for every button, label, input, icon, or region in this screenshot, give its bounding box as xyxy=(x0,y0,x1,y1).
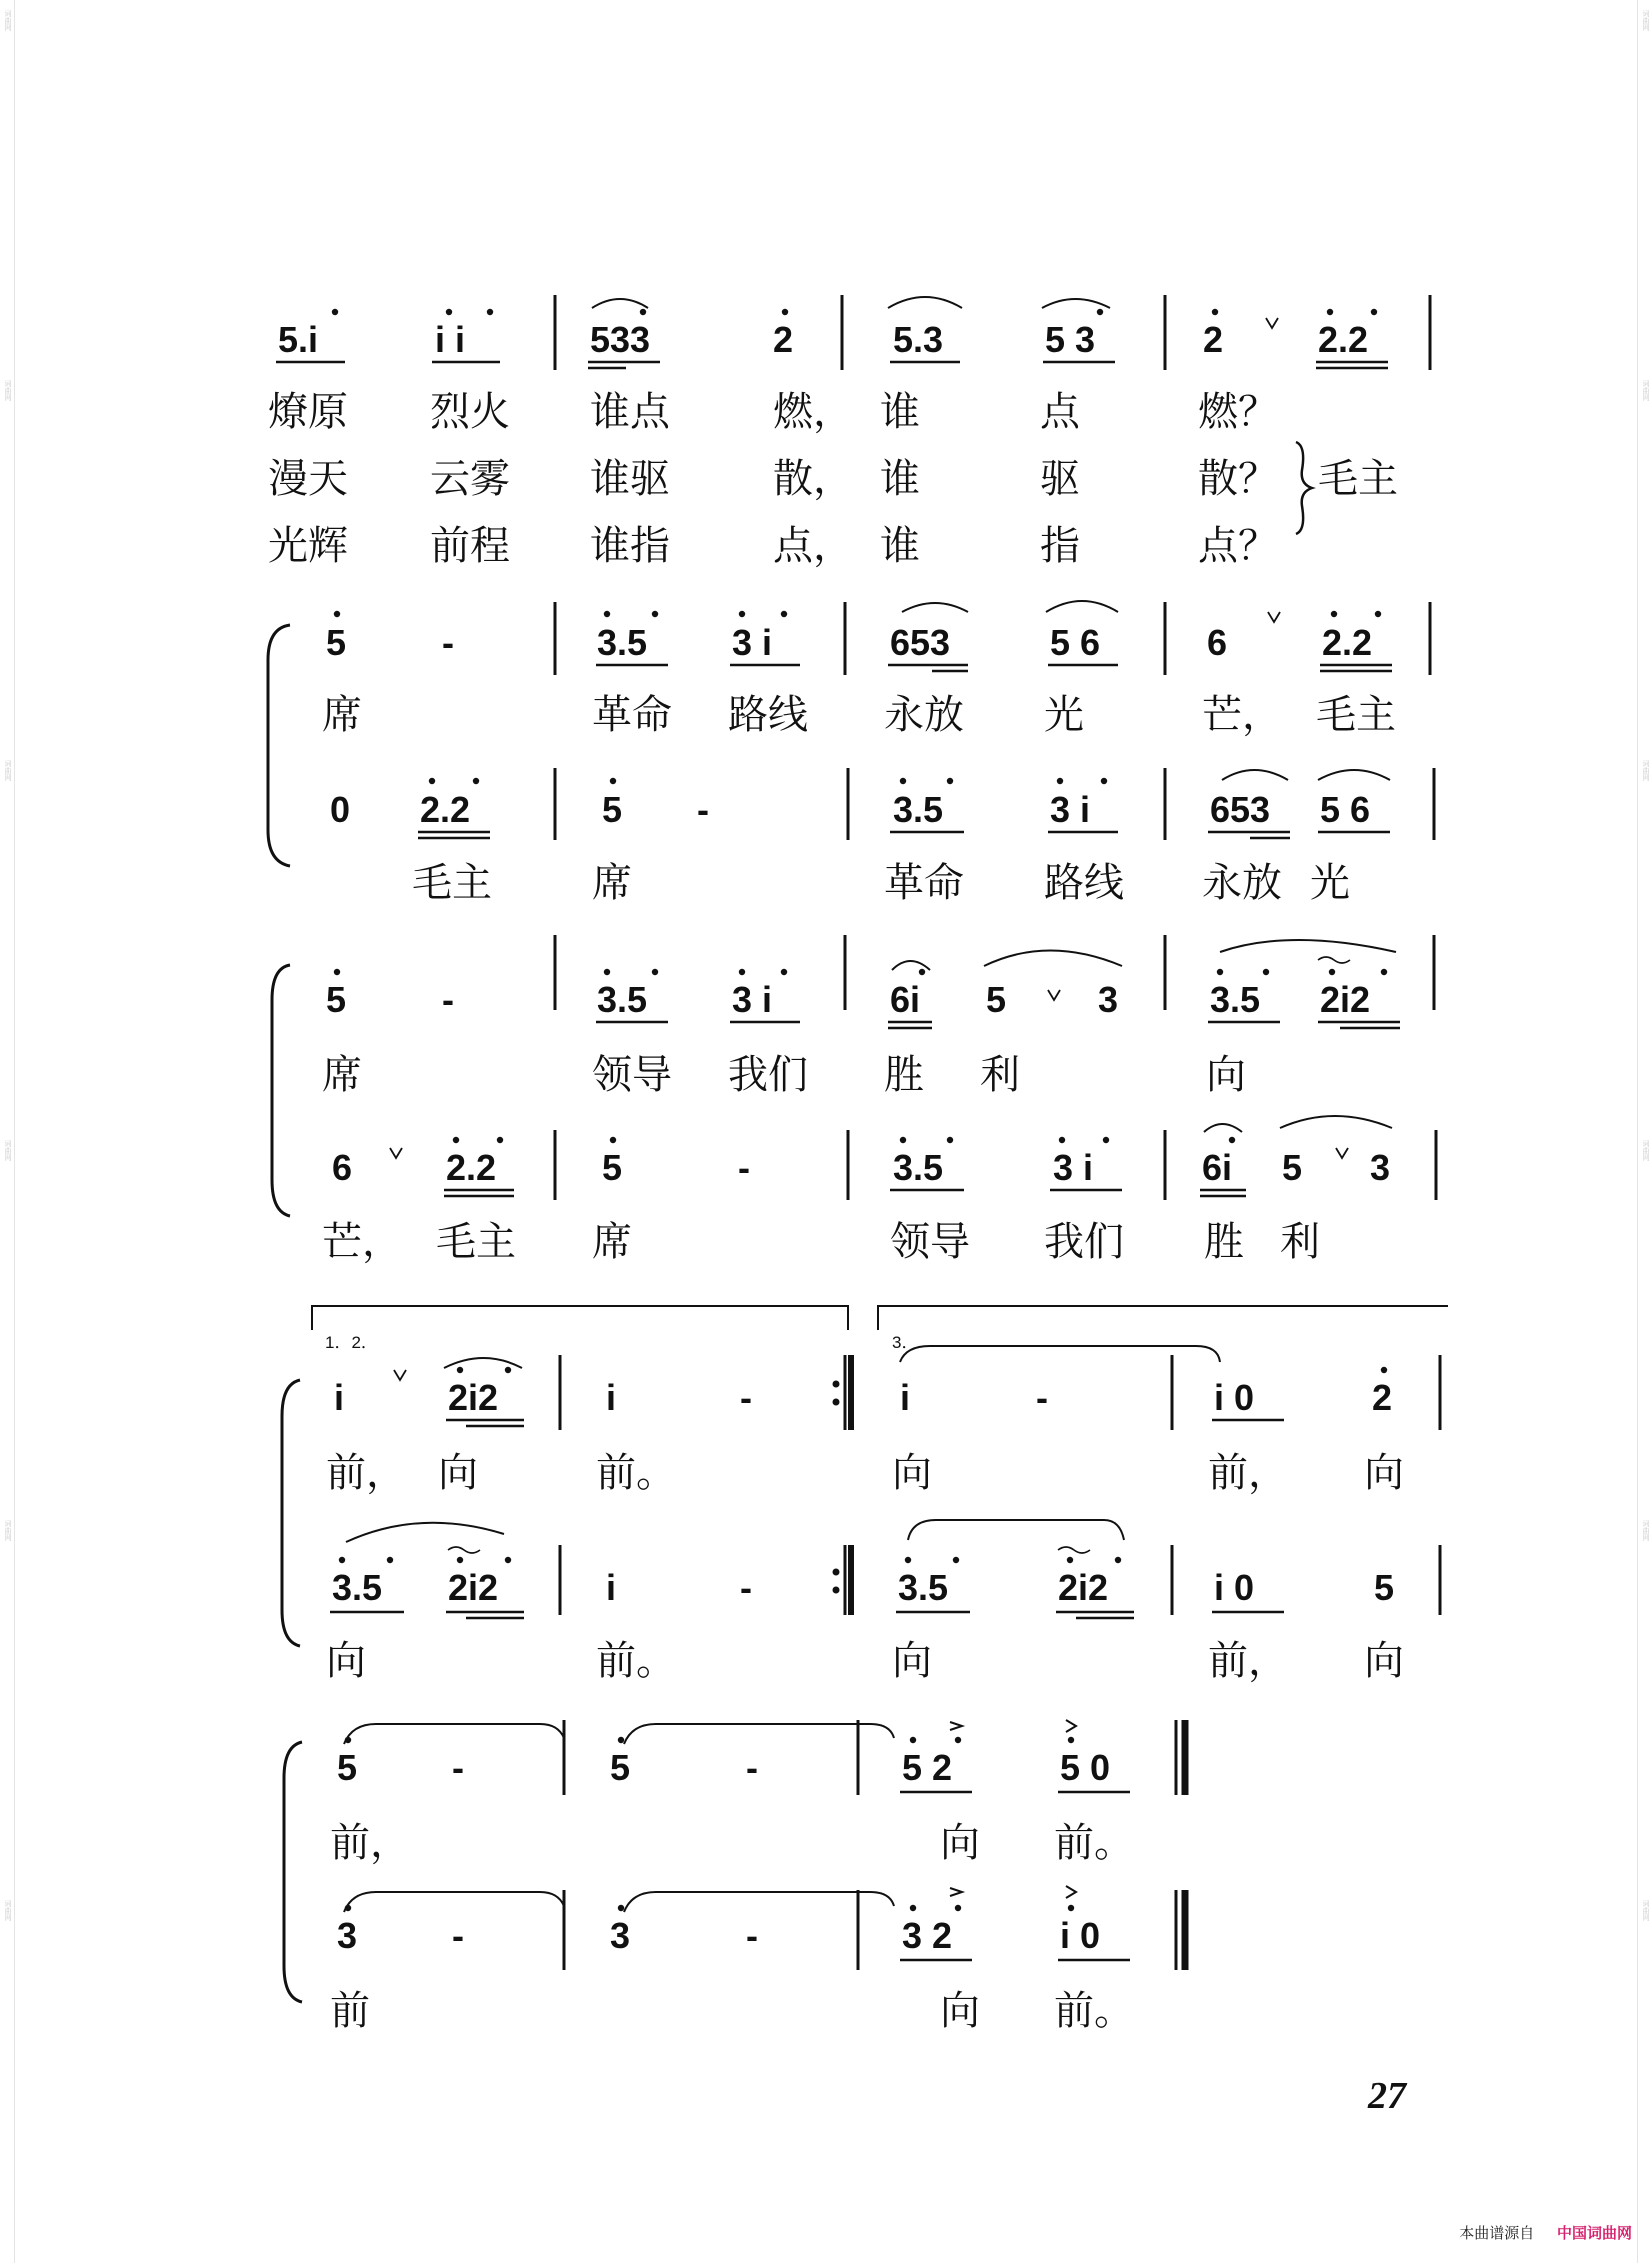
note: 6i xyxy=(890,979,921,1020)
note: 5.3 xyxy=(893,319,944,360)
lyric: 谁 xyxy=(880,456,920,502)
note: 5 0 xyxy=(1060,1747,1111,1788)
note: 5 xyxy=(1282,1147,1303,1188)
lyric: 指 xyxy=(1040,523,1080,569)
note: 2i2 xyxy=(448,1567,499,1608)
source-footer xyxy=(1459,2222,1632,2243)
system-5 xyxy=(284,1720,1185,2034)
lyric: 向 xyxy=(892,1638,932,1684)
lyric: 我们 xyxy=(728,1052,808,1098)
note: 3.5 xyxy=(332,1567,383,1608)
note: 5 6 xyxy=(1320,789,1371,830)
lyric: 燃， xyxy=(773,389,853,435)
lyric: 前。 xyxy=(596,1638,676,1684)
note: i xyxy=(606,1377,617,1418)
note: - xyxy=(1036,1377,1048,1418)
lyric: 领导 xyxy=(592,1052,672,1098)
note: 2i2 xyxy=(1058,1567,1109,1608)
lyric: 前， xyxy=(1208,1638,1288,1684)
note: 3 i xyxy=(1050,789,1091,830)
system-2 xyxy=(268,601,1434,906)
lyric: 领导 xyxy=(890,1219,970,1265)
lyric: 向 xyxy=(892,1450,932,1496)
lyric: 烈火 xyxy=(430,389,510,435)
note: 2.2 xyxy=(446,1147,497,1188)
note: - xyxy=(442,622,454,663)
lyric: 向 xyxy=(940,1988,980,2034)
watermark-text: 词曲网 xyxy=(1642,1140,1650,1161)
note: 3 i xyxy=(732,979,773,1020)
note: 5 xyxy=(986,979,1007,1020)
note: i xyxy=(334,1377,345,1418)
system-brace xyxy=(268,625,290,866)
note: 5 3 xyxy=(1045,319,1096,360)
source-prefix: 本曲谱源自 xyxy=(1459,2224,1535,2242)
system-brace xyxy=(272,965,290,1216)
note: 6 xyxy=(332,1147,353,1188)
note: - xyxy=(740,1377,752,1418)
system-brace xyxy=(284,1742,302,2002)
note: - xyxy=(746,1747,758,1788)
note: 5 xyxy=(326,979,347,1020)
note: - xyxy=(697,789,709,830)
lyric: 前， xyxy=(326,1450,406,1496)
note: i 0 xyxy=(1214,1567,1255,1608)
lyric: 胜 xyxy=(1204,1219,1244,1265)
source-site-link[interactable]: 中国词曲网 xyxy=(1556,2224,1632,2242)
volta-label: 3． xyxy=(892,1333,919,1352)
lyric: 光辉 xyxy=(268,523,348,569)
note: 6 xyxy=(1207,622,1228,663)
lyric: 谁指 xyxy=(590,523,670,569)
note: 3 i xyxy=(732,622,773,663)
lyric: 点？ xyxy=(1198,523,1278,569)
note: 2 xyxy=(1372,1377,1393,1418)
lyric: 谁点 xyxy=(590,389,670,435)
lyric: 革命 xyxy=(884,860,964,906)
note: 5 xyxy=(602,1147,623,1188)
note: 3 2 xyxy=(902,1915,953,1956)
lyric: 革命 xyxy=(592,692,672,738)
lyric: 向 xyxy=(940,1820,980,1866)
note: 3.5 xyxy=(597,622,648,663)
note: 5 xyxy=(337,1747,358,1788)
note: i 0 xyxy=(1060,1915,1101,1956)
note: 0 xyxy=(330,789,351,830)
note: i xyxy=(606,1567,617,1608)
lyric: 毛主 xyxy=(436,1219,516,1265)
lyric: 前， xyxy=(330,1820,410,1866)
system-3 xyxy=(272,935,1436,1265)
note: 653 xyxy=(1210,789,1271,830)
note: 5 xyxy=(602,789,623,830)
lyric: 向 xyxy=(1364,1638,1404,1684)
lyric: 前 xyxy=(330,1988,370,2034)
lyric: 毛主 xyxy=(412,860,492,906)
lyric: 燃？ xyxy=(1198,389,1278,435)
volta-label: 1．2． xyxy=(325,1333,378,1352)
note: 5 xyxy=(326,622,347,663)
note: - xyxy=(452,1915,464,1956)
watermark-text: 词曲网 xyxy=(4,1140,12,1161)
lyric: 永放 xyxy=(1202,860,1282,906)
lyric: 利 xyxy=(1280,1219,1320,1265)
note: 3.5 xyxy=(597,979,648,1020)
note: 3.5 xyxy=(898,1567,949,1608)
note: - xyxy=(738,1147,750,1188)
lyric: 燎原 xyxy=(268,389,348,435)
verse-brace xyxy=(1296,442,1312,534)
lyric: 向 xyxy=(438,1450,478,1496)
note: 5 xyxy=(610,1747,631,1788)
lyric: 前， xyxy=(1208,1450,1288,1496)
note: i xyxy=(900,1377,911,1418)
lyric: 谁驱 xyxy=(590,456,670,502)
note: 2.2 xyxy=(1318,319,1369,360)
note: 5 xyxy=(1374,1567,1395,1608)
lyric: 永放 xyxy=(884,692,964,738)
note: i 0 xyxy=(1214,1377,1255,1418)
page-number: 27 xyxy=(1368,2075,1406,2117)
lyric: 谁 xyxy=(880,523,920,569)
watermark-text: 词曲网 xyxy=(1642,380,1650,401)
watermark-text: 词曲网 xyxy=(4,380,12,401)
lyric: 前。 xyxy=(1054,1988,1134,2034)
note: 653 xyxy=(890,622,951,663)
note: 2 xyxy=(773,319,794,360)
system-4 xyxy=(282,1306,1448,1684)
note: i i xyxy=(435,319,466,360)
note: 2.2 xyxy=(420,789,471,830)
lyric: 前程 xyxy=(430,523,510,569)
lyric: 芒， xyxy=(1202,692,1282,738)
system-1 xyxy=(268,295,1430,569)
lyric: 向 xyxy=(1206,1052,1246,1098)
lyric: 向 xyxy=(326,1638,366,1684)
lyric: 毛主 xyxy=(1316,692,1396,738)
lyric: 驱 xyxy=(1040,456,1080,502)
lyric: 向 xyxy=(1364,1450,1404,1496)
brace-text: 毛主 xyxy=(1318,456,1398,502)
note: 6i xyxy=(1202,1147,1233,1188)
lyric: 路线 xyxy=(728,692,808,738)
watermark-text: 词曲网 xyxy=(4,1520,12,1541)
lyric: 光 xyxy=(1310,860,1350,906)
note: 2i2 xyxy=(448,1377,499,1418)
lyric: 前。 xyxy=(1054,1820,1134,1866)
lyric: 光 xyxy=(1044,692,1084,738)
note: - xyxy=(452,1747,464,1788)
note: 3.5 xyxy=(893,789,944,830)
note: - xyxy=(746,1915,758,1956)
lyric: 路线 xyxy=(1044,860,1124,906)
watermark-text: 词曲网 xyxy=(1642,1900,1650,1921)
lyric: 点， xyxy=(773,523,853,569)
lyric: 利 xyxy=(980,1052,1020,1098)
note: 3 xyxy=(610,1915,631,1956)
system-brace xyxy=(282,1380,300,1646)
lyric: 点 xyxy=(1040,389,1080,435)
lyric: 散？ xyxy=(1198,456,1278,502)
lyric: 胜 xyxy=(884,1052,924,1098)
lyric: 席 xyxy=(592,1219,632,1265)
note: 3.5 xyxy=(1210,979,1261,1020)
watermark-text: 词曲网 xyxy=(1642,760,1650,781)
volta-2 xyxy=(878,1306,1448,1330)
lyric: 席 xyxy=(322,1052,362,1098)
note: 533 xyxy=(590,319,651,360)
note: 3.5 xyxy=(893,1147,944,1188)
lyric: 前。 xyxy=(596,1450,676,1496)
note: 3 xyxy=(337,1915,358,1956)
note: 5 6 xyxy=(1050,622,1101,663)
lyric: 席 xyxy=(322,692,362,738)
lyric: 散， xyxy=(773,456,853,502)
watermark-text: 词曲网 xyxy=(1642,1520,1650,1541)
volta-1 xyxy=(312,1306,848,1330)
note: 3 i xyxy=(1053,1147,1094,1188)
lyric: 云雾 xyxy=(430,456,510,502)
lyric: 席 xyxy=(592,860,632,906)
note: 5 2 xyxy=(902,1747,953,1788)
note: 5.i xyxy=(278,319,319,360)
watermark-text: 词曲网 xyxy=(4,760,12,781)
note: 3 xyxy=(1370,1147,1391,1188)
lyric: 漫天 xyxy=(268,456,348,502)
note: - xyxy=(442,979,454,1020)
lyric: 谁 xyxy=(880,389,920,435)
note: 2 xyxy=(1203,319,1224,360)
note: 3 xyxy=(1098,979,1119,1020)
lyric: 芒， xyxy=(322,1219,402,1265)
watermark-text: 词曲网 xyxy=(4,10,12,31)
lyric: 我们 xyxy=(1044,1219,1124,1265)
watermark-text: 词曲网 xyxy=(4,1900,12,1921)
watermark-text: 词曲网 xyxy=(1642,10,1650,31)
note: - xyxy=(740,1567,752,1608)
note: 2i2 xyxy=(1320,979,1371,1020)
note: 2.2 xyxy=(1322,622,1373,663)
